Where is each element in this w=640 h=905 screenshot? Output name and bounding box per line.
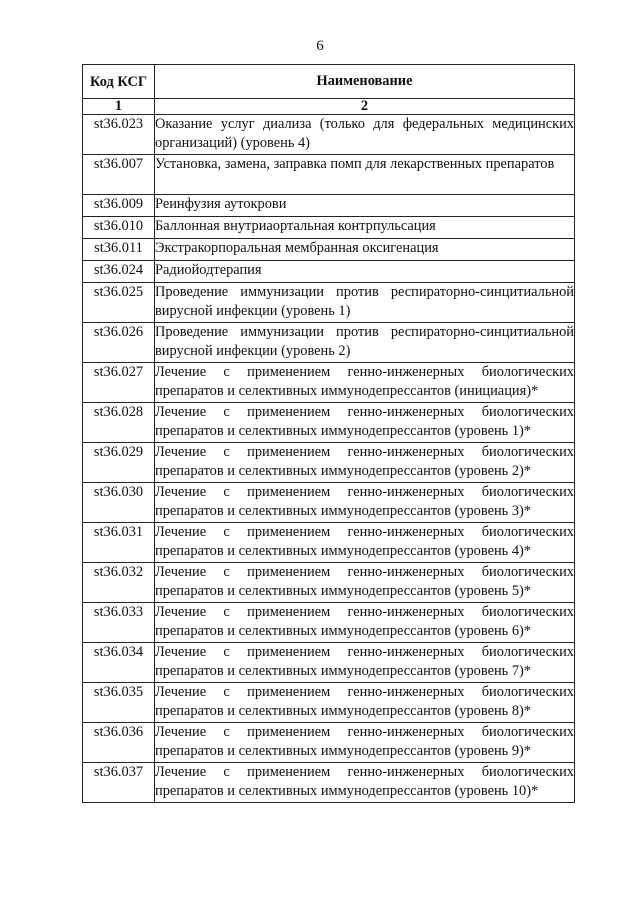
row-code: st36.033 bbox=[83, 603, 155, 643]
column-number-2: 2 bbox=[155, 99, 575, 115]
table-row bbox=[83, 683, 575, 723]
row-name: Лечение с применением генно-инженерных биологических препаратов и селективных иммунодепрессантов (инициация)* bbox=[155, 363, 575, 403]
row-name: Проведение иммунизации против респираторно-синцитиальной вирусной инфекции (уровень 2) bbox=[155, 323, 575, 363]
table-row bbox=[83, 603, 575, 643]
row-code: st36.030 bbox=[83, 483, 155, 523]
table-header-row bbox=[83, 65, 575, 99]
row-name: Проведение иммунизации против респираторно-синцитиальной вирусной инфекции (уровень 1) bbox=[155, 283, 575, 323]
row-name: Лечение с применением генно-инженерных биологических препаратов и селективных иммунодепрессантов (уровень 7)* bbox=[155, 643, 575, 683]
table-row bbox=[83, 283, 575, 323]
row-code: st36.034 bbox=[83, 643, 155, 683]
header-code: Код КСГ bbox=[83, 65, 155, 99]
table-row bbox=[83, 195, 575, 217]
row-code: st36.010 bbox=[83, 217, 155, 239]
table-row bbox=[83, 261, 575, 283]
row-code: st36.032 bbox=[83, 563, 155, 603]
table-row bbox=[83, 403, 575, 443]
row-name: Лечение с применением генно-инженерных биологических препаратов и селективных иммунодепрессантов (уровень 6)* bbox=[155, 603, 575, 643]
column-number-1: 1 bbox=[83, 99, 155, 115]
row-code: st36.031 bbox=[83, 523, 155, 563]
row-name: Лечение с применением генно-инженерных биологических препаратов и селективных иммунодепрессантов (уровень 5)* bbox=[155, 563, 575, 603]
row-name: Реинфузия аутокрови bbox=[155, 195, 575, 217]
row-name: Баллонная внутриаортальная контрпульсация bbox=[155, 217, 575, 239]
row-code: st36.025 bbox=[83, 283, 155, 323]
table-row bbox=[83, 115, 575, 155]
row-code: st36.036 bbox=[83, 723, 155, 763]
row-name: Радиойодтерапия bbox=[155, 261, 575, 283]
row-code: st36.007 bbox=[83, 155, 155, 195]
row-code: st36.037 bbox=[83, 763, 155, 803]
table-row bbox=[83, 323, 575, 363]
table-row bbox=[83, 763, 575, 803]
row-code: st36.024 bbox=[83, 261, 155, 283]
row-code: st36.035 bbox=[83, 683, 155, 723]
column-number-row bbox=[83, 99, 575, 115]
table-row bbox=[83, 643, 575, 683]
table-row bbox=[83, 155, 575, 195]
table-row bbox=[83, 563, 575, 603]
table-row bbox=[83, 217, 575, 239]
row-name: Лечение с применением генно-инженерных биологических препаратов и селективных иммунодепрессантов (уровень 1)* bbox=[155, 403, 575, 443]
table-row bbox=[83, 723, 575, 763]
table-row bbox=[83, 523, 575, 563]
row-name: Лечение с применением генно-инженерных биологических препаратов и селективных иммунодепрессантов (уровень 4)* bbox=[155, 523, 575, 563]
row-code: st36.028 bbox=[83, 403, 155, 443]
row-code: st36.027 bbox=[83, 363, 155, 403]
table-row bbox=[83, 443, 575, 483]
header-name: Наименование bbox=[155, 65, 575, 99]
row-name: Установка, замена, заправка помп для лекарственных препаратов bbox=[155, 155, 575, 195]
row-code: st36.026 bbox=[83, 323, 155, 363]
table-row bbox=[83, 239, 575, 261]
row-name: Лечение с применением генно-инженерных биологических препаратов и селективных иммунодепрессантов (уровень 8)* bbox=[155, 683, 575, 723]
table-row bbox=[83, 363, 575, 403]
row-name: Лечение с применением генно-инженерных биологических препаратов и селективных иммунодепрессантов (уровень 9)* bbox=[155, 723, 575, 763]
row-name: Оказание услуг диализа (только для федеральных медицинских организаций) (уровень 4) bbox=[155, 115, 575, 155]
row-code: st36.023 bbox=[83, 115, 155, 155]
row-code: st36.011 bbox=[83, 239, 155, 261]
row-name: Лечение с применением генно-инженерных биологических препаратов и селективных иммунодепрессантов (уровень 3)* bbox=[155, 483, 575, 523]
row-code: st36.009 bbox=[83, 195, 155, 217]
row-name: Экстракорпоральная мембранная оксигенация bbox=[155, 239, 575, 261]
ksg-table bbox=[82, 64, 575, 803]
row-code: st36.029 bbox=[83, 443, 155, 483]
page-number: 6 bbox=[316, 38, 324, 54]
row-name: Лечение с применением генно-инженерных биологических препаратов и селективных иммунодепрессантов (уровень 2)* bbox=[155, 443, 575, 483]
table-row bbox=[83, 483, 575, 523]
row-name: Лечение с применением генно-инженерных биологических препаратов и селективных иммунодепрессантов (уровень 10)* bbox=[155, 763, 575, 803]
